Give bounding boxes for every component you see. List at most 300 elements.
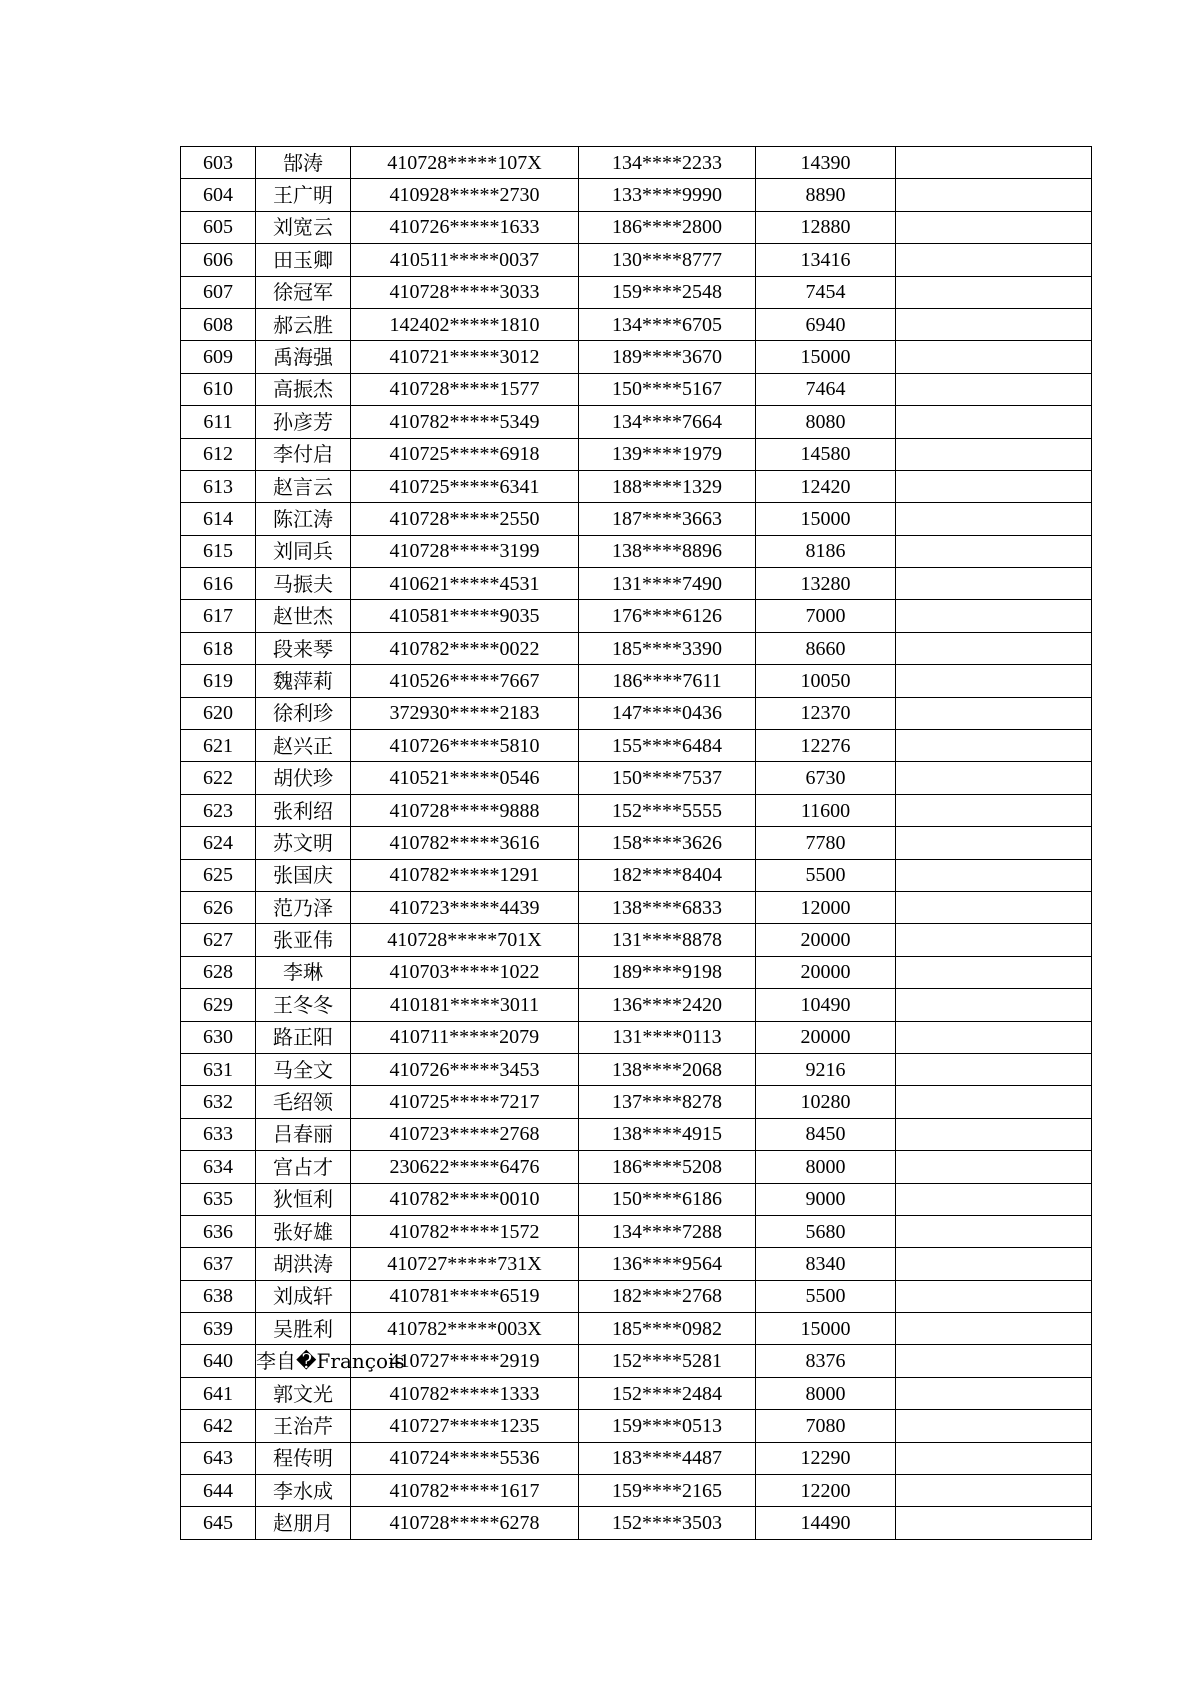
amount-cell: 6940: [756, 308, 896, 340]
id-number-cell: 410621*****4531: [351, 568, 579, 600]
id-number-cell: 410727*****1235: [351, 1410, 579, 1442]
name-cell: 李自�François: [256, 1345, 351, 1377]
note-cell: [896, 568, 1092, 600]
row-number-cell: 636: [181, 1215, 256, 1247]
row-number-cell: 637: [181, 1248, 256, 1280]
row-number-cell: 608: [181, 308, 256, 340]
phone-cell: 139****1979: [579, 438, 756, 470]
amount-cell: 7080: [756, 1410, 896, 1442]
table-row: [181, 179, 1092, 211]
id-number-cell: 410721*****3012: [351, 341, 579, 373]
id-number-cell: 410782*****5349: [351, 406, 579, 438]
amount-cell: 12000: [756, 891, 896, 923]
amount-cell: 14390: [756, 147, 896, 179]
phone-cell: 152****5555: [579, 794, 756, 826]
table-row: [181, 1377, 1092, 1409]
table-row: [181, 1507, 1092, 1539]
table-row: [181, 1053, 1092, 1085]
id-number-cell: 142402*****1810: [351, 308, 579, 340]
amount-cell: 5680: [756, 1215, 896, 1247]
id-number-cell: 410703*****1022: [351, 956, 579, 988]
table-row: [181, 762, 1092, 794]
row-number-cell: 645: [181, 1507, 256, 1539]
phone-cell: 152****2484: [579, 1377, 756, 1409]
id-number-cell: 410782*****3616: [351, 827, 579, 859]
row-number-cell: 606: [181, 244, 256, 276]
note-cell: [896, 1507, 1092, 1539]
amount-cell: 20000: [756, 956, 896, 988]
amount-cell: 12880: [756, 211, 896, 243]
row-number-cell: 630: [181, 1021, 256, 1053]
phone-cell: 159****2548: [579, 276, 756, 308]
id-number-cell: 410726*****5810: [351, 730, 579, 762]
id-number-cell: 410526*****7667: [351, 665, 579, 697]
table-row: [181, 1248, 1092, 1280]
phone-cell: 138****4915: [579, 1118, 756, 1150]
id-number-cell: 410781*****6519: [351, 1280, 579, 1312]
phone-cell: 138****2068: [579, 1053, 756, 1085]
phone-cell: 182****2768: [579, 1280, 756, 1312]
row-number-cell: 639: [181, 1313, 256, 1345]
name-cell: 吴胜利: [256, 1313, 351, 1345]
note-cell: [896, 406, 1092, 438]
name-cell: 高振杰: [256, 373, 351, 405]
row-number-cell: 616: [181, 568, 256, 600]
table-row: [181, 1118, 1092, 1150]
note-cell: [896, 211, 1092, 243]
table-row: [181, 891, 1092, 923]
table-row: [181, 1442, 1092, 1474]
row-number-cell: 631: [181, 1053, 256, 1085]
id-number-cell: 410782*****1617: [351, 1475, 579, 1507]
row-number-cell: 624: [181, 827, 256, 859]
table-row: [181, 147, 1092, 179]
table-row: [181, 600, 1092, 632]
name-cell: 段来琴: [256, 632, 351, 664]
note-cell: [896, 1183, 1092, 1215]
row-number-cell: 626: [181, 891, 256, 923]
row-number-cell: 644: [181, 1475, 256, 1507]
row-number-cell: 635: [181, 1183, 256, 1215]
note-cell: [896, 503, 1092, 535]
row-number-cell: 604: [181, 179, 256, 211]
name-cell: 毛绍领: [256, 1086, 351, 1118]
id-number-cell: 410725*****6918: [351, 438, 579, 470]
name-cell: 赵世杰: [256, 600, 351, 632]
id-number-cell: 410724*****5536: [351, 1442, 579, 1474]
id-number-cell: 410728*****9888: [351, 794, 579, 826]
name-cell: 刘成轩: [256, 1280, 351, 1312]
phone-cell: 131****8878: [579, 924, 756, 956]
id-number-cell: 410581*****9035: [351, 600, 579, 632]
note-cell: [896, 697, 1092, 729]
phone-cell: 189****3670: [579, 341, 756, 373]
note-cell: [896, 1021, 1092, 1053]
row-number-cell: 609: [181, 341, 256, 373]
id-number-cell: 410928*****2730: [351, 179, 579, 211]
id-number-cell: 410725*****6341: [351, 470, 579, 502]
amount-cell: 12200: [756, 1475, 896, 1507]
phone-cell: 150****5167: [579, 373, 756, 405]
table-row: [181, 730, 1092, 762]
row-number-cell: 640: [181, 1345, 256, 1377]
amount-cell: 8080: [756, 406, 896, 438]
row-number-cell: 613: [181, 470, 256, 502]
note-cell: [896, 244, 1092, 276]
table-row: [181, 827, 1092, 859]
id-number-cell: 410727*****2919: [351, 1345, 579, 1377]
amount-cell: 8186: [756, 535, 896, 567]
table-row: [181, 470, 1092, 502]
phone-cell: 130****8777: [579, 244, 756, 276]
amount-cell: 7780: [756, 827, 896, 859]
note-cell: [896, 438, 1092, 470]
id-number-cell: 410728*****1577: [351, 373, 579, 405]
phone-cell: 159****2165: [579, 1475, 756, 1507]
name-cell: 赵兴正: [256, 730, 351, 762]
amount-cell: 5500: [756, 859, 896, 891]
note-cell: [896, 1086, 1092, 1118]
row-number-cell: 612: [181, 438, 256, 470]
phone-cell: 152****3503: [579, 1507, 756, 1539]
note-cell: [896, 956, 1092, 988]
name-cell: 徐冠军: [256, 276, 351, 308]
id-number-cell: 410728*****701X: [351, 924, 579, 956]
row-number-cell: 625: [181, 859, 256, 891]
name-cell: 陈江涛: [256, 503, 351, 535]
row-number-cell: 623: [181, 794, 256, 826]
amount-cell: 20000: [756, 924, 896, 956]
id-number-cell: 410782*****1333: [351, 1377, 579, 1409]
phone-cell: 189****9198: [579, 956, 756, 988]
name-cell: 赵朋月: [256, 1507, 351, 1539]
name-cell: 范乃泽: [256, 891, 351, 923]
amount-cell: 8340: [756, 1248, 896, 1280]
row-number-cell: 615: [181, 535, 256, 567]
row-number-cell: 628: [181, 956, 256, 988]
note-cell: [896, 1345, 1092, 1377]
row-number-cell: 611: [181, 406, 256, 438]
amount-cell: 8450: [756, 1118, 896, 1150]
amount-cell: 10050: [756, 665, 896, 697]
phone-cell: 187****3663: [579, 503, 756, 535]
amount-cell: 7464: [756, 373, 896, 405]
row-number-cell: 618: [181, 632, 256, 664]
table-row: [181, 924, 1092, 956]
phone-cell: 158****3626: [579, 827, 756, 859]
amount-cell: 20000: [756, 1021, 896, 1053]
name-cell: 魏萍莉: [256, 665, 351, 697]
id-number-cell: 372930*****2183: [351, 697, 579, 729]
amount-cell: 7000: [756, 600, 896, 632]
amount-cell: 13416: [756, 244, 896, 276]
name-cell: 李琳: [256, 956, 351, 988]
note-cell: [896, 989, 1092, 1021]
amount-cell: 13280: [756, 568, 896, 600]
note-cell: [896, 373, 1092, 405]
id-number-cell: 410782*****003X: [351, 1313, 579, 1345]
amount-cell: 15000: [756, 341, 896, 373]
name-cell: 李付启: [256, 438, 351, 470]
table-row: [181, 1183, 1092, 1215]
table-row: [181, 1021, 1092, 1053]
phone-cell: 134****2233: [579, 147, 756, 179]
amount-cell: 12290: [756, 1442, 896, 1474]
phone-cell: 134****7288: [579, 1215, 756, 1247]
name-cell: 郜涛: [256, 147, 351, 179]
amount-cell: 15000: [756, 503, 896, 535]
id-number-cell: 410723*****4439: [351, 891, 579, 923]
phone-cell: 182****8404: [579, 859, 756, 891]
name-cell: 吕春丽: [256, 1118, 351, 1150]
name-cell: 王冬冬: [256, 989, 351, 1021]
row-number-cell: 605: [181, 211, 256, 243]
id-number-cell: 410728*****3033: [351, 276, 579, 308]
phone-cell: 138****8896: [579, 535, 756, 567]
amount-cell: 12276: [756, 730, 896, 762]
row-number-cell: 621: [181, 730, 256, 762]
roster-table: [180, 146, 1092, 1540]
id-number-cell: 410511*****0037: [351, 244, 579, 276]
id-number-cell: 410726*****3453: [351, 1053, 579, 1085]
name-cell: 马振夫: [256, 568, 351, 600]
note-cell: [896, 665, 1092, 697]
name-cell: 张亚伟: [256, 924, 351, 956]
phone-cell: 131****0113: [579, 1021, 756, 1053]
table-row: [181, 1280, 1092, 1312]
table-row: [181, 438, 1092, 470]
phone-cell: 150****7537: [579, 762, 756, 794]
note-cell: [896, 827, 1092, 859]
id-number-cell: 410521*****0546: [351, 762, 579, 794]
row-number-cell: 641: [181, 1377, 256, 1409]
note-cell: [896, 924, 1092, 956]
id-number-cell: 410728*****6278: [351, 1507, 579, 1539]
id-number-cell: 410782*****1572: [351, 1215, 579, 1247]
note-cell: [896, 891, 1092, 923]
note-cell: [896, 1313, 1092, 1345]
phone-cell: 138****6833: [579, 891, 756, 923]
name-cell: 孙彦芳: [256, 406, 351, 438]
amount-cell: 12420: [756, 470, 896, 502]
note-cell: [896, 730, 1092, 762]
table-row: [181, 1313, 1092, 1345]
table-row: [181, 859, 1092, 891]
amount-cell: 6730: [756, 762, 896, 794]
table-row: [181, 1475, 1092, 1507]
id-number-cell: 410782*****0010: [351, 1183, 579, 1215]
name-cell: 胡洪涛: [256, 1248, 351, 1280]
note-cell: [896, 632, 1092, 664]
id-number-cell: 410728*****107X: [351, 147, 579, 179]
row-number-cell: 610: [181, 373, 256, 405]
phone-cell: 133****9990: [579, 179, 756, 211]
row-number-cell: 629: [181, 989, 256, 1021]
note-cell: [896, 1248, 1092, 1280]
table-row: [181, 406, 1092, 438]
table-row: [181, 1345, 1092, 1377]
amount-cell: 12370: [756, 697, 896, 729]
note-cell: [896, 1475, 1092, 1507]
name-cell: 狄恒利: [256, 1183, 351, 1215]
row-number-cell: 642: [181, 1410, 256, 1442]
amount-cell: 8890: [756, 179, 896, 211]
phone-cell: 134****6705: [579, 308, 756, 340]
amount-cell: 10280: [756, 1086, 896, 1118]
phone-cell: 186****7611: [579, 665, 756, 697]
table-row: [181, 308, 1092, 340]
amount-cell: 15000: [756, 1313, 896, 1345]
phone-cell: 150****6186: [579, 1183, 756, 1215]
name-cell: 张好雄: [256, 1215, 351, 1247]
note-cell: [896, 859, 1092, 891]
id-number-cell: 410728*****3199: [351, 535, 579, 567]
id-number-cell: 410782*****1291: [351, 859, 579, 891]
amount-cell: 14580: [756, 438, 896, 470]
phone-cell: 136****9564: [579, 1248, 756, 1280]
name-cell: 张国庆: [256, 859, 351, 891]
note-cell: [896, 794, 1092, 826]
table-row: [181, 244, 1092, 276]
note-cell: [896, 1377, 1092, 1409]
name-cell: 赵言云: [256, 470, 351, 502]
note-cell: [896, 308, 1092, 340]
amount-cell: 9000: [756, 1183, 896, 1215]
row-number-cell: 614: [181, 503, 256, 535]
row-number-cell: 620: [181, 697, 256, 729]
id-number-cell: 410728*****2550: [351, 503, 579, 535]
amount-cell: 11600: [756, 794, 896, 826]
name-cell: 徐利珍: [256, 697, 351, 729]
table-row: [181, 1086, 1092, 1118]
table-row: [181, 665, 1092, 697]
amount-cell: 8000: [756, 1377, 896, 1409]
table-row: [181, 341, 1092, 373]
id-number-cell: 230622*****6476: [351, 1151, 579, 1183]
note-cell: [896, 470, 1092, 502]
phone-cell: 137****8278: [579, 1086, 756, 1118]
row-number-cell: 634: [181, 1151, 256, 1183]
table-row: [181, 568, 1092, 600]
phone-cell: 134****7664: [579, 406, 756, 438]
row-number-cell: 638: [181, 1280, 256, 1312]
phone-cell: 155****6484: [579, 730, 756, 762]
amount-cell: 14490: [756, 1507, 896, 1539]
id-number-cell: 410782*****0022: [351, 632, 579, 664]
name-cell: 刘同兵: [256, 535, 351, 567]
amount-cell: 8000: [756, 1151, 896, 1183]
row-number-cell: 622: [181, 762, 256, 794]
id-number-cell: 410725*****7217: [351, 1086, 579, 1118]
note-cell: [896, 762, 1092, 794]
row-number-cell: 617: [181, 600, 256, 632]
name-cell: 王治芹: [256, 1410, 351, 1442]
phone-cell: 176****6126: [579, 600, 756, 632]
note-cell: [896, 1215, 1092, 1247]
name-cell: 禹海强: [256, 341, 351, 373]
name-cell: 田玉卿: [256, 244, 351, 276]
row-number-cell: 627: [181, 924, 256, 956]
table-row: [181, 794, 1092, 826]
roster-table-body: [181, 147, 1092, 1540]
phone-cell: 131****7490: [579, 568, 756, 600]
phone-cell: 185****0982: [579, 1313, 756, 1345]
phone-cell: 152****5281: [579, 1345, 756, 1377]
name-cell: 刘宽云: [256, 211, 351, 243]
table-row: [181, 1151, 1092, 1183]
table-row: [181, 989, 1092, 1021]
amount-cell: 8376: [756, 1345, 896, 1377]
note-cell: [896, 600, 1092, 632]
note-cell: [896, 276, 1092, 308]
table-row: [181, 632, 1092, 664]
name-cell: 宫占才: [256, 1151, 351, 1183]
table-row: [181, 697, 1092, 729]
row-number-cell: 603: [181, 147, 256, 179]
table-row: [181, 1410, 1092, 1442]
table-row: [181, 211, 1092, 243]
note-cell: [896, 147, 1092, 179]
name-cell: 苏文明: [256, 827, 351, 859]
id-number-cell: 410727*****731X: [351, 1248, 579, 1280]
id-number-cell: 410711*****2079: [351, 1021, 579, 1053]
table-row: [181, 276, 1092, 308]
table-row: [181, 373, 1092, 405]
name-cell: 路正阳: [256, 1021, 351, 1053]
phone-cell: 147****0436: [579, 697, 756, 729]
note-cell: [896, 1151, 1092, 1183]
amount-cell: 8660: [756, 632, 896, 664]
row-number-cell: 643: [181, 1442, 256, 1474]
phone-cell: 183****4487: [579, 1442, 756, 1474]
note-cell: [896, 1442, 1092, 1474]
table-row: [181, 1215, 1092, 1247]
row-number-cell: 607: [181, 276, 256, 308]
table-row: [181, 956, 1092, 988]
id-number-cell: 410726*****1633: [351, 211, 579, 243]
note-cell: [896, 1053, 1092, 1085]
name-cell: 郭文光: [256, 1377, 351, 1409]
id-number-cell: 410723*****2768: [351, 1118, 579, 1150]
note-cell: [896, 1280, 1092, 1312]
table-row: [181, 535, 1092, 567]
note-cell: [896, 1410, 1092, 1442]
name-cell: 程传明: [256, 1442, 351, 1474]
phone-cell: 159****0513: [579, 1410, 756, 1442]
name-cell: 张利绍: [256, 794, 351, 826]
amount-cell: 9216: [756, 1053, 896, 1085]
note-cell: [896, 535, 1092, 567]
id-number-cell: 410181*****3011: [351, 989, 579, 1021]
amount-cell: 10490: [756, 989, 896, 1021]
note-cell: [896, 1118, 1092, 1150]
name-cell: 马全文: [256, 1053, 351, 1085]
phone-cell: 188****1329: [579, 470, 756, 502]
row-number-cell: 633: [181, 1118, 256, 1150]
row-number-cell: 619: [181, 665, 256, 697]
name-cell: 王广明: [256, 179, 351, 211]
amount-cell: 5500: [756, 1280, 896, 1312]
phone-cell: 186****2800: [579, 211, 756, 243]
name-cell: 郝云胜: [256, 308, 351, 340]
table-row: [181, 503, 1092, 535]
phone-cell: 185****3390: [579, 632, 756, 664]
note-cell: [896, 179, 1092, 211]
phone-cell: 186****5208: [579, 1151, 756, 1183]
name-cell: 李水成: [256, 1475, 351, 1507]
phone-cell: 136****2420: [579, 989, 756, 1021]
amount-cell: 7454: [756, 276, 896, 308]
